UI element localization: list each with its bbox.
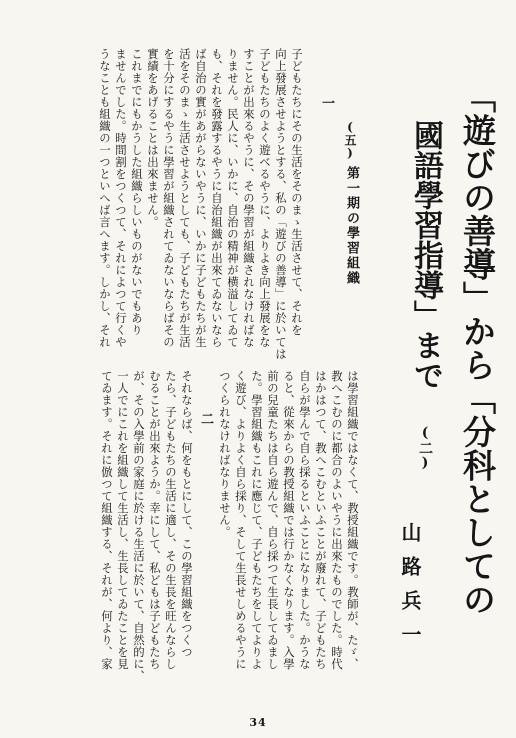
text-column: が、その入學前の家庭に於ける生活に於いて、自然的に、 <box>132 370 146 682</box>
text-column: たら、子どもたちの生活に適し、その生長を旺んならし <box>164 370 178 670</box>
text-column: てゐます。それに倣つて組織する、それが、何より、家 <box>100 370 114 670</box>
text-column: 活をそのまゝ生活させようとしても、子どもたちが生活 <box>178 48 192 348</box>
text-column: 實績をあげることは出來ません。 <box>146 48 160 228</box>
section-marker-two: 二 <box>198 412 213 425</box>
section-number: (五) <box>343 120 357 160</box>
text-column: 自らが學んで自ら採るといふことになりました。かうな <box>298 370 312 670</box>
article-subtitle: 國語學習指導」まで <box>408 120 443 390</box>
text-column: た。學習組織もこれに應じて、子どもたちをしてよりよ <box>250 370 264 670</box>
text-column: 前の兒童たちは自ら遊んで、自ら採つて生長してゐまし <box>266 370 280 670</box>
text-column: 一人でにこれを組織して生活し、生長してゐたことを見 <box>116 370 130 670</box>
article-author: 山路兵一 <box>398 522 422 658</box>
text-column: も、それを發露するやうに自治組織が出來てゐないなら <box>210 48 224 348</box>
text-column: 子どもたちのよく遊べるやうに、よりよき向上發展をな <box>258 48 272 348</box>
text-column: すことが出來るやうに、その學習が組織されなければな <box>242 48 256 348</box>
section-marker-one: 一 <box>319 96 334 109</box>
text-column: ば自治の實があがらないやうに、いかに子どもたちが生 <box>194 48 208 348</box>
section-heading: 第一期の學習組織 <box>344 166 359 286</box>
text-column: 教へこむのに都合のよいやうに出來たものでした。時代 <box>330 370 344 670</box>
text-column: は學習組織ではなくて、教授組織です。教師が、たゞ、 <box>346 370 360 670</box>
text-column: はかはつて、教へこむといふことが廢れて、子どもたち <box>314 370 328 670</box>
article-part: (二) <box>417 425 433 471</box>
text-column: むることが出來ようか。幸にして、私どもは子どもたち <box>148 370 162 670</box>
text-column: く遊び、よりよく自ら採り、そして生長せしめるやうに <box>234 370 248 670</box>
page-number: 34 <box>249 716 267 729</box>
text-column: これまでにもかうした組織らしいものがないでもあり <box>130 48 144 336</box>
text-column: ませんでした。時間割をつくつて、それによつて行くや <box>114 48 128 348</box>
text-column: を十分にするやうに學習が組織されてゐないならばその <box>162 48 176 348</box>
text-column: ると、從來からの教授組織では行かなくなります。入學 <box>282 370 296 670</box>
text-column: 向上發展させようとする、私の「遊びの善導」に於いては <box>274 48 288 360</box>
text-column: つくられなければなりません。 <box>218 370 232 538</box>
article-title: 「遊びの善導」から「分科としての <box>458 80 497 616</box>
text-column: 子どもたちにその生活をそのまゝ生活させて、それを <box>290 48 304 336</box>
text-column: うなことも組織の一つといへば言へます。しかし、それ <box>98 48 112 348</box>
text-column: りません。民人に、いかに、自治の精神が横溢してゐて <box>226 48 240 348</box>
text-column: それならば、何をもとにして、この學習組織をつくつ <box>180 370 194 658</box>
